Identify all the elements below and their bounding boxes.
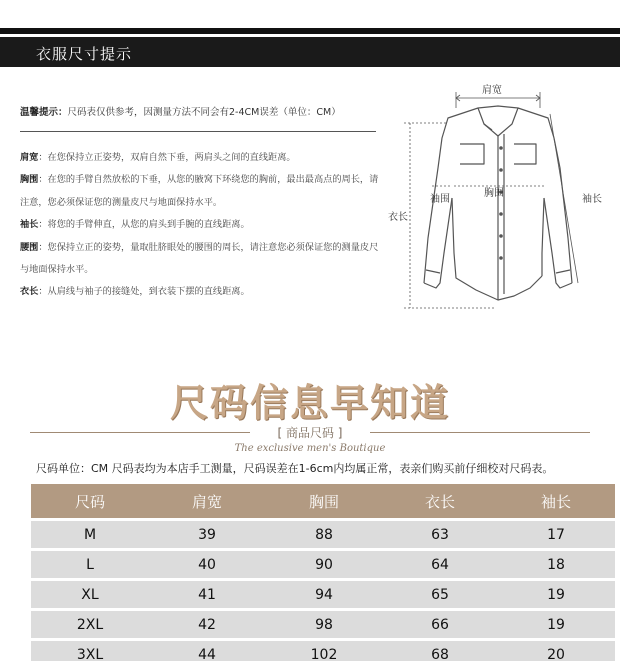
- boutique-script: The exclusive men's Boutique: [234, 443, 386, 454]
- header-chest: 胸围: [265, 484, 383, 518]
- header-title: 衣服尺寸提示: [36, 45, 133, 63]
- notice-label: 温馨提示：: [20, 107, 68, 118]
- cell-size: XL: [31, 581, 149, 608]
- label-sleeve-width: 袖围: [430, 194, 450, 205]
- cell-sleeve: 18: [497, 551, 615, 578]
- cell-chest: 94: [265, 581, 383, 608]
- cell-size: M: [31, 521, 149, 548]
- cell-shoulder: 40: [149, 551, 265, 578]
- label-sleeve-length: 袖长: [582, 194, 602, 205]
- notice-divider: [20, 131, 376, 132]
- notice-text: 尺码表仅供参考，因测量方法不同会有2-4CM误差（单位：CM）: [67, 107, 341, 118]
- cell-length: 66: [383, 611, 497, 638]
- cell-length: 65: [383, 581, 497, 608]
- header-length: 衣长: [383, 484, 497, 518]
- size-table: [31, 481, 615, 661]
- cell-chest: 102: [265, 641, 383, 661]
- cell-shoulder: 42: [149, 611, 265, 638]
- top-band: [0, 28, 620, 34]
- cell-length: 64: [383, 551, 497, 578]
- sleeve-length-arrow: [550, 114, 578, 283]
- cell-length: 68: [383, 641, 497, 661]
- cell-chest: 88: [265, 521, 383, 548]
- cell-size: 2XL: [31, 611, 149, 638]
- desc-sleeve: 袖长：将您的手臂伸直，从您的肩头到手腕的直线距离。: [20, 219, 250, 231]
- cell-length: 63: [383, 521, 497, 548]
- measurement-descriptions: [20, 147, 385, 304]
- cell-shoulder: 41: [149, 581, 265, 608]
- cell-sleeve: 17: [497, 521, 615, 548]
- cell-sleeve: 19: [497, 581, 615, 608]
- table-row: [31, 551, 615, 578]
- cell-sleeve: 19: [497, 611, 615, 638]
- desc-chest: 胸围：在您的手臂自然放松的下垂，从您的腋窝下环绕您的胸前，最出最高点的周长，请注意，您必须保证您的测量皮尺与地面保持水平。: [20, 174, 379, 208]
- label-length: 衣长: [388, 212, 408, 223]
- size-section-subtitle: [ 商品尺码 ]: [277, 426, 343, 440]
- cell-sleeve: 20: [497, 641, 615, 661]
- cell-chest: 90: [265, 551, 383, 578]
- cell-size: 3XL: [31, 641, 149, 661]
- table-row: [31, 521, 615, 548]
- desc-waist: 腰围：您保持立正的姿势，量取肚脐眼处的腰围的周长，请注意您必须保证您的测量皮尺与地面保持水平。: [20, 241, 379, 276]
- unit-note: 尺码单位：CM 尺码表均为本店手工测量，尺码误差在1-6cm内均属正常，表亲们购买前仔细校对尺码表。: [36, 462, 554, 475]
- shirt-buttons: [499, 146, 503, 260]
- size-section-title: 尺码信息早知道: [169, 381, 450, 425]
- cell-chest: 98: [265, 611, 383, 638]
- size-table-header: [31, 484, 615, 518]
- cell-size: L: [31, 551, 149, 578]
- desc-shoulder: 肩宽：在您保持立正姿势，双肩自然下垂，两肩头之间的直线距离。: [20, 152, 296, 163]
- size-notice: [20, 104, 341, 118]
- table-row: [31, 581, 615, 608]
- cell-shoulder: 39: [149, 521, 265, 548]
- shirt-diagram: [384, 78, 614, 323]
- header-size: 尺码: [31, 484, 149, 518]
- label-shoulder: 肩宽: [482, 85, 502, 96]
- subtitle-rule-left: [30, 432, 250, 433]
- subtitle-rule-right: [370, 432, 590, 433]
- table-row: [31, 611, 615, 638]
- header-sleeve: 袖长: [497, 484, 615, 518]
- desc-length: 衣长：从肩线与袖子的接缝处，到衣装下摆的直线距离。: [20, 286, 250, 298]
- header-shoulder: 肩宽: [149, 484, 265, 518]
- cell-shoulder: 44: [149, 641, 265, 661]
- table-row: [31, 641, 615, 661]
- label-chest: 胸围: [484, 188, 504, 199]
